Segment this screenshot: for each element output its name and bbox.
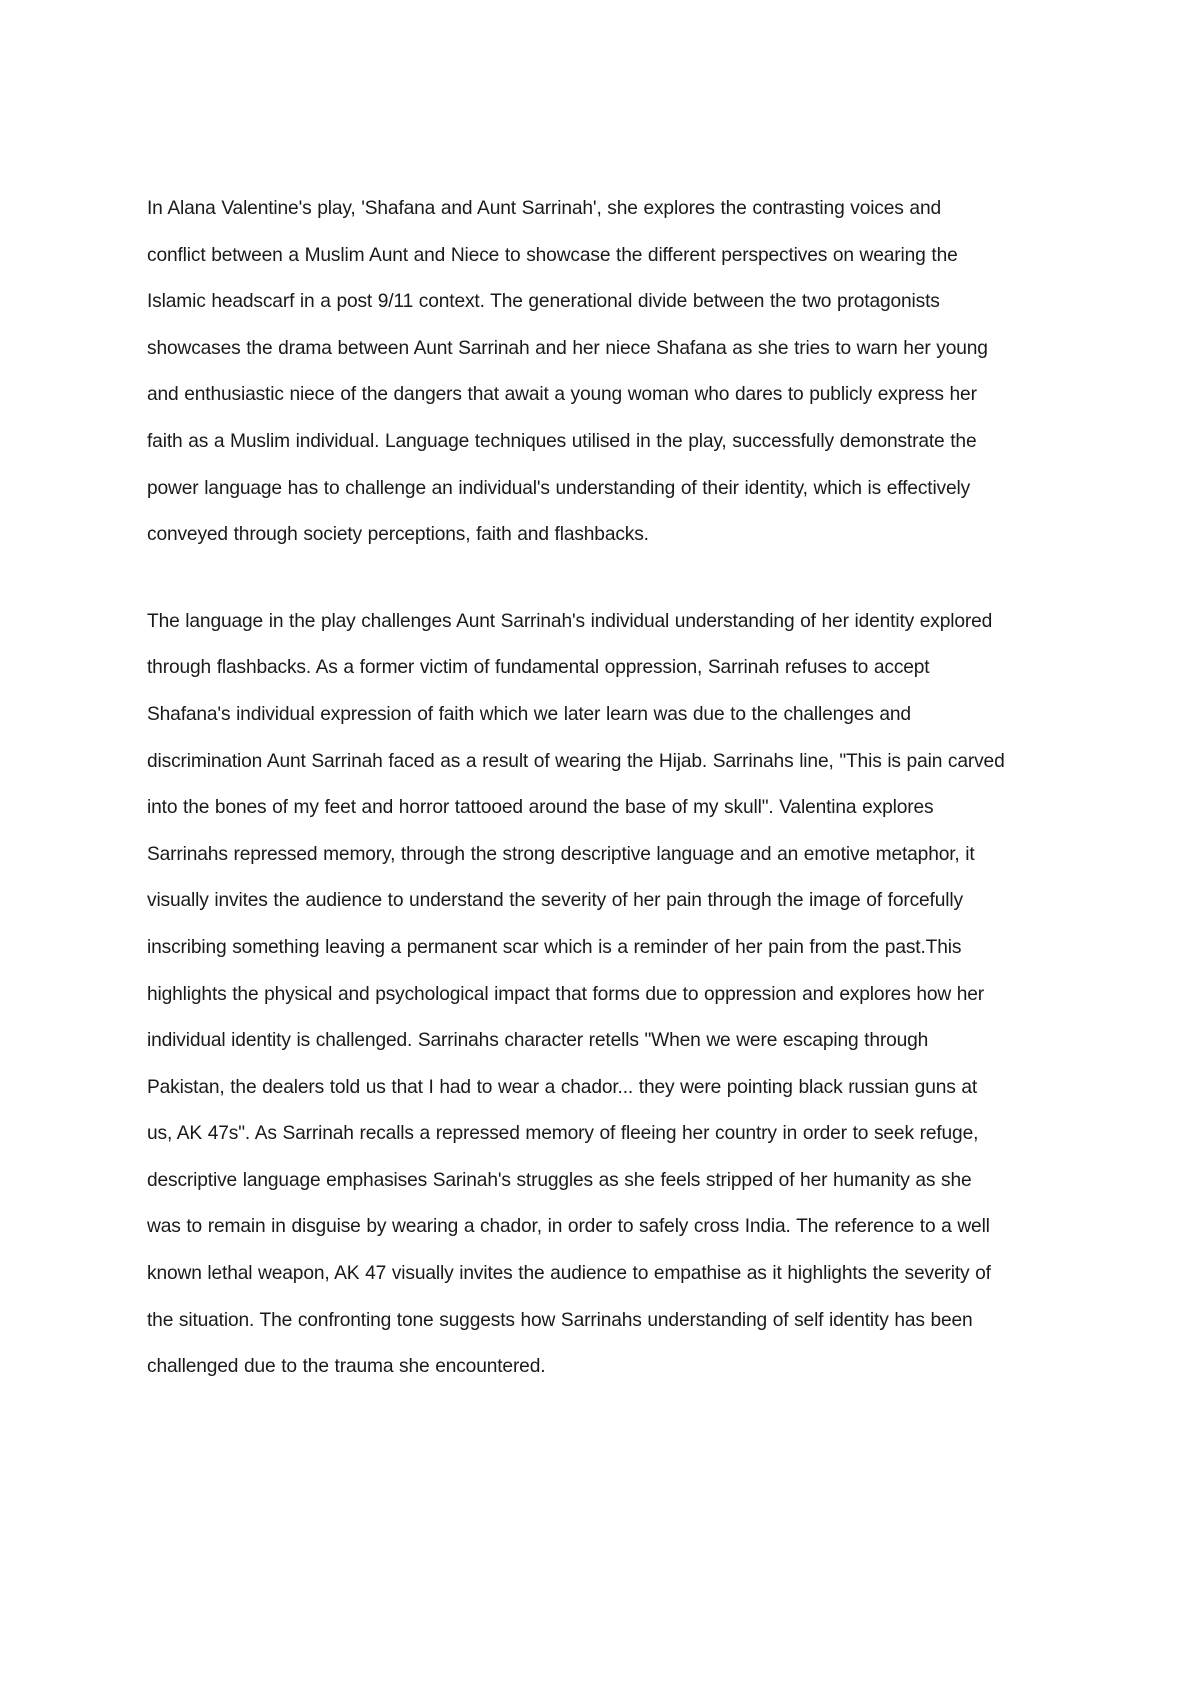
text-line: individual identity is challenged. Sarrinahs character retells "When we were escaping through [147,1030,929,1052]
paragraph-intro [147,186,1077,559]
text-line: Sarrinahs repressed memory, through the strong descriptive language and an emotive metaphor, it [147,843,975,865]
text-line: into the bones of my feet and horror tattooed around the base of my skull". Valentina explores [147,797,934,819]
text-line: the situation. The confronting tone suggests how Sarrinahs understanding of self identity has been [147,1309,973,1331]
text-line: us, AK 47s". As Sarrinah recalls a repressed memory of fleeing her country in order to seek refuge, [147,1123,979,1145]
text-line: highlights the physical and psychological impact that forms due to oppression and explores how her [147,983,985,1005]
text-line: discrimination Aunt Sarrinah faced as a result of wearing the Hijab. Sarrinahs line, "This is pain carved [147,750,1005,772]
text-line: Shafana's individual expression of faith which we later learn was due to the challenges and [147,703,911,725]
text-line: conflict between a Muslim Aunt and Niece to showcase the different perspectives on wearing the [147,244,958,266]
text-line: faith as a Muslim individual. Language techniques utilised in the play, successfully demonstrate the [147,430,977,452]
document-body [147,186,1077,1391]
text-line: inscribing something leaving a permanent scar which is a reminder of her pain from the past.This [147,936,962,958]
text-line: and enthusiastic niece of the dangers that await a young woman who dares to publicly express her [147,384,977,406]
text-line: Islamic headscarf in a post 9/11 context. The generational divide between the two protagonists [147,291,940,313]
text-line: known lethal weapon, AK 47 visually invites the audience to empathise as it highlights the severity of [147,1263,991,1285]
text-line: conveyed through society perceptions, faith and flashbacks. [147,524,649,546]
paragraph-body [147,599,1077,1391]
text-line: The language in the play challenges Aunt Sarrinah's individual understanding of her identity explored [147,610,993,632]
text-line: showcases the drama between Aunt Sarrinah and her niece Shafana as she tries to warn her young [147,337,988,359]
text-line: challenged due to the trauma she encountered. [147,1356,546,1378]
text-line: was to remain in disguise by wearing a chador, in order to safely cross India. The reference to a well [147,1216,990,1238]
text-line: visually invites the audience to understand the severity of her pain through the image of forcefully [147,890,963,912]
text-line: descriptive language emphasises Sarinah's struggles as she feels stripped of her humanity as she [147,1169,972,1191]
text-line: Pakistan, the dealers told us that I had to wear a chador... they were pointing black russian guns at [147,1076,978,1098]
text-line: power language has to challenge an individual's understanding of their identity, which is effectively [147,477,971,499]
text-line: In Alana Valentine's play, 'Shafana and Aunt Sarrinah', she explores the contrasting voices and [147,198,941,219]
text-line: through flashbacks. As a former victim of fundamental oppression, Sarrinah refuses to accept [147,657,930,679]
paragraph-gap [147,559,1077,599]
